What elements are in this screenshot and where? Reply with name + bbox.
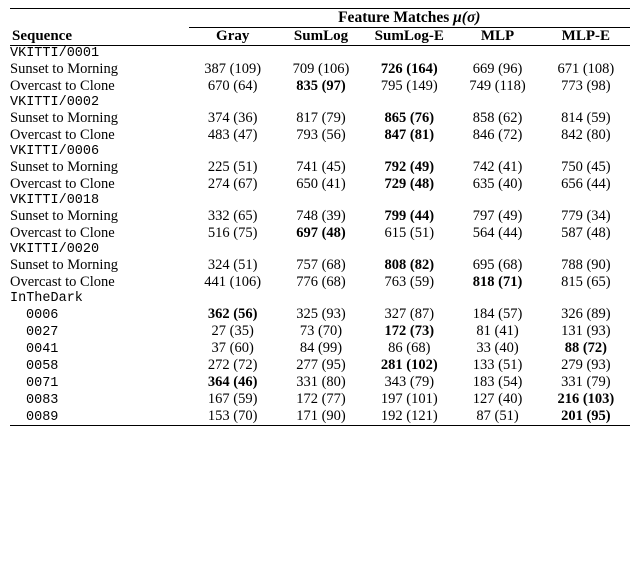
- cell-value: 695 (68): [472, 257, 523, 273]
- table-row: [10, 306, 630, 323]
- row-label: Sunset to Morning: [10, 110, 118, 126]
- cell-value: 847 (81): [384, 127, 435, 143]
- cell-value: 729 (48): [384, 176, 435, 192]
- group-header-spacer: [10, 9, 189, 28]
- table-row: [10, 357, 630, 374]
- table-body: [10, 9, 630, 427]
- cell-value: 225 (51): [207, 159, 258, 175]
- cell-value: 763 (59): [384, 274, 435, 290]
- cell-value: 84 (99): [299, 340, 343, 356]
- cell-value: 815 (65): [561, 274, 611, 290]
- cell-value: 709 (106): [292, 61, 350, 77]
- cell-value: 327 (87): [384, 306, 435, 322]
- cell-value: 131 (93): [561, 323, 611, 339]
- table-section-row: [10, 46, 630, 61]
- cell-value: 808 (82): [384, 257, 435, 273]
- table-row: [10, 340, 630, 357]
- table-section-row: [10, 95, 630, 110]
- cell-value: 86 (68): [388, 340, 431, 356]
- cell-value: 795 (149): [380, 78, 438, 94]
- table-row: [10, 61, 630, 78]
- section-label: VKITTI/0020: [10, 242, 100, 257]
- cell-value: 81 (41): [476, 323, 519, 339]
- cell-value: 279 (93): [561, 357, 611, 373]
- cell-value: 650 (41): [296, 176, 346, 192]
- cell-value: 697 (48): [296, 225, 346, 241]
- cell-value: 635 (40): [472, 176, 523, 192]
- cell-value: 364 (46): [207, 374, 258, 390]
- cell-value: 656 (44): [561, 176, 611, 192]
- cell-value: 799 (44): [384, 208, 435, 224]
- row-label: 0027: [26, 325, 59, 340]
- row-label: Sunset to Morning: [10, 61, 118, 77]
- cell-value: 73 (70): [299, 323, 343, 339]
- group-header-row: [10, 9, 630, 28]
- cell-value: 37 (60): [211, 340, 254, 356]
- cell-value: 216 (103): [557, 391, 615, 407]
- cell-value: 201 (95): [561, 408, 611, 424]
- cell-value: 842 (80): [561, 127, 611, 143]
- group-header-stat: μ(σ): [453, 9, 481, 26]
- row-label: 0041: [26, 342, 59, 357]
- table-row: [10, 208, 630, 225]
- table-section-row: [10, 144, 630, 159]
- results-table: [10, 8, 630, 426]
- cell-value: 587 (48): [561, 225, 611, 241]
- cell-value: 33 (40): [476, 340, 519, 356]
- cell-value: 127 (40): [472, 391, 523, 407]
- cell-value: 197 (101): [380, 391, 438, 407]
- cell-value: 814 (59): [561, 110, 611, 126]
- cell-value: 788 (90): [561, 257, 611, 273]
- cell-value: 331 (80): [296, 374, 346, 390]
- cell-value: 167 (59): [207, 391, 258, 407]
- cell-value: 153 (70): [207, 408, 258, 424]
- cell-value: 272 (72): [207, 357, 258, 373]
- row-label: Overcast to Clone: [10, 274, 115, 290]
- cell-value: 835 (97): [296, 78, 346, 94]
- cell-value: 184 (57): [472, 306, 523, 322]
- cell-value: 858 (62): [472, 110, 523, 126]
- cell-value: 325 (93): [296, 306, 346, 322]
- cell-value: 748 (39): [296, 208, 346, 224]
- cell-value: 776 (68): [296, 274, 346, 290]
- column-header-mlp: MLP: [480, 28, 515, 44]
- cell-value: 133 (51): [472, 357, 523, 373]
- cell-value: 749 (118): [469, 78, 526, 94]
- cell-value: 343 (79): [384, 374, 435, 390]
- row-label: Overcast to Clone: [10, 127, 115, 143]
- cell-value: 865 (76): [384, 110, 435, 126]
- table-section-row: [10, 193, 630, 208]
- cell-value: 846 (72): [472, 127, 523, 143]
- column-header-mlp-e: MLP-E: [561, 28, 610, 44]
- cell-value: 172 (73): [384, 323, 435, 339]
- table-row: [10, 110, 630, 127]
- cell-value: 332 (65): [207, 208, 258, 224]
- cell-value: 818 (71): [472, 274, 523, 290]
- section-label: VKITTI/0001: [10, 46, 100, 61]
- cell-value: 516 (75): [207, 225, 258, 241]
- row-label: Sunset to Morning: [10, 159, 118, 175]
- section-label: VKITTI/0006: [10, 144, 100, 159]
- cell-value: 726 (164): [380, 61, 438, 77]
- cell-value: 615 (51): [384, 225, 435, 241]
- column-header-sequence: Sequence: [12, 28, 72, 44]
- cell-value: 564 (44): [472, 225, 523, 241]
- section-label: VKITTI/0018: [10, 193, 100, 208]
- table-row: [10, 391, 630, 408]
- cell-value: 192 (121): [380, 408, 438, 424]
- row-label: Overcast to Clone: [10, 78, 115, 94]
- table-row: [10, 257, 630, 274]
- cell-value: 27 (35): [211, 323, 254, 339]
- cell-value: 817 (79): [296, 110, 346, 126]
- cell-value: 797 (49): [472, 208, 523, 224]
- cell-value: 779 (34): [561, 208, 611, 224]
- table-row: [10, 127, 630, 144]
- cell-value: 742 (41): [472, 159, 523, 175]
- row-label: Overcast to Clone: [10, 225, 115, 241]
- column-header-sumlog-e: SumLog-E: [374, 28, 444, 44]
- column-header-sumlog: SumLog: [293, 28, 349, 44]
- column-header-gray: Gray: [216, 28, 250, 44]
- cell-value: 387 (109): [204, 61, 262, 77]
- cell-value: 483 (47): [207, 127, 258, 143]
- cell-value: 670 (64): [207, 78, 258, 94]
- cell-value: 374 (36): [207, 110, 258, 126]
- cell-value: 281 (102): [380, 357, 438, 373]
- cell-value: 326 (89): [561, 306, 611, 322]
- row-label: Overcast to Clone: [10, 176, 115, 192]
- cell-value: 274 (67): [207, 176, 258, 192]
- row-label: Sunset to Morning: [10, 257, 118, 273]
- table-section-row: [10, 242, 630, 257]
- group-header-feature-matches: [189, 9, 630, 28]
- cell-value: 88 (72): [564, 340, 607, 356]
- group-header-label: Feature Matches: [338, 9, 450, 26]
- section-label: InTheDark: [10, 291, 83, 306]
- row-label: 0006: [26, 308, 59, 323]
- cell-value: 441 (106): [204, 274, 262, 290]
- section-label: VKITTI/0002: [10, 95, 100, 110]
- table-row: [10, 176, 630, 193]
- cell-value: 331 (79): [561, 374, 611, 390]
- table-row: [10, 408, 630, 426]
- row-label: 0083: [26, 393, 59, 408]
- cell-value: 324 (51): [207, 257, 258, 273]
- table-row: [10, 374, 630, 391]
- cell-value: 773 (98): [561, 78, 611, 94]
- cell-value: 757 (68): [296, 257, 346, 273]
- cell-value: 741 (45): [296, 159, 346, 175]
- cell-value: 171 (90): [296, 408, 346, 424]
- cell-value: 669 (96): [472, 61, 523, 77]
- row-label: Sunset to Morning: [10, 208, 118, 224]
- table-row: [10, 159, 630, 176]
- table-row: [10, 225, 630, 242]
- table-row: [10, 274, 630, 291]
- cell-value: 671 (108): [557, 61, 615, 77]
- table-row: [10, 323, 630, 340]
- cell-value: 362 (56): [207, 306, 258, 322]
- bottom-rule: [10, 426, 630, 427]
- cell-value: 87 (51): [476, 408, 519, 424]
- column-header-row: [10, 28, 630, 46]
- row-label: 0058: [26, 359, 59, 374]
- cell-value: 792 (49): [384, 159, 435, 175]
- row-label: 0089: [26, 410, 59, 425]
- cell-value: 172 (77): [296, 391, 346, 407]
- table-row: [10, 78, 630, 95]
- cell-value: 277 (95): [296, 357, 346, 373]
- row-label: 0071: [26, 376, 59, 391]
- table-section-row: [10, 291, 630, 306]
- cell-value: 750 (45): [561, 159, 611, 175]
- cell-value: 793 (56): [296, 127, 346, 143]
- cell-value: 183 (54): [472, 374, 523, 390]
